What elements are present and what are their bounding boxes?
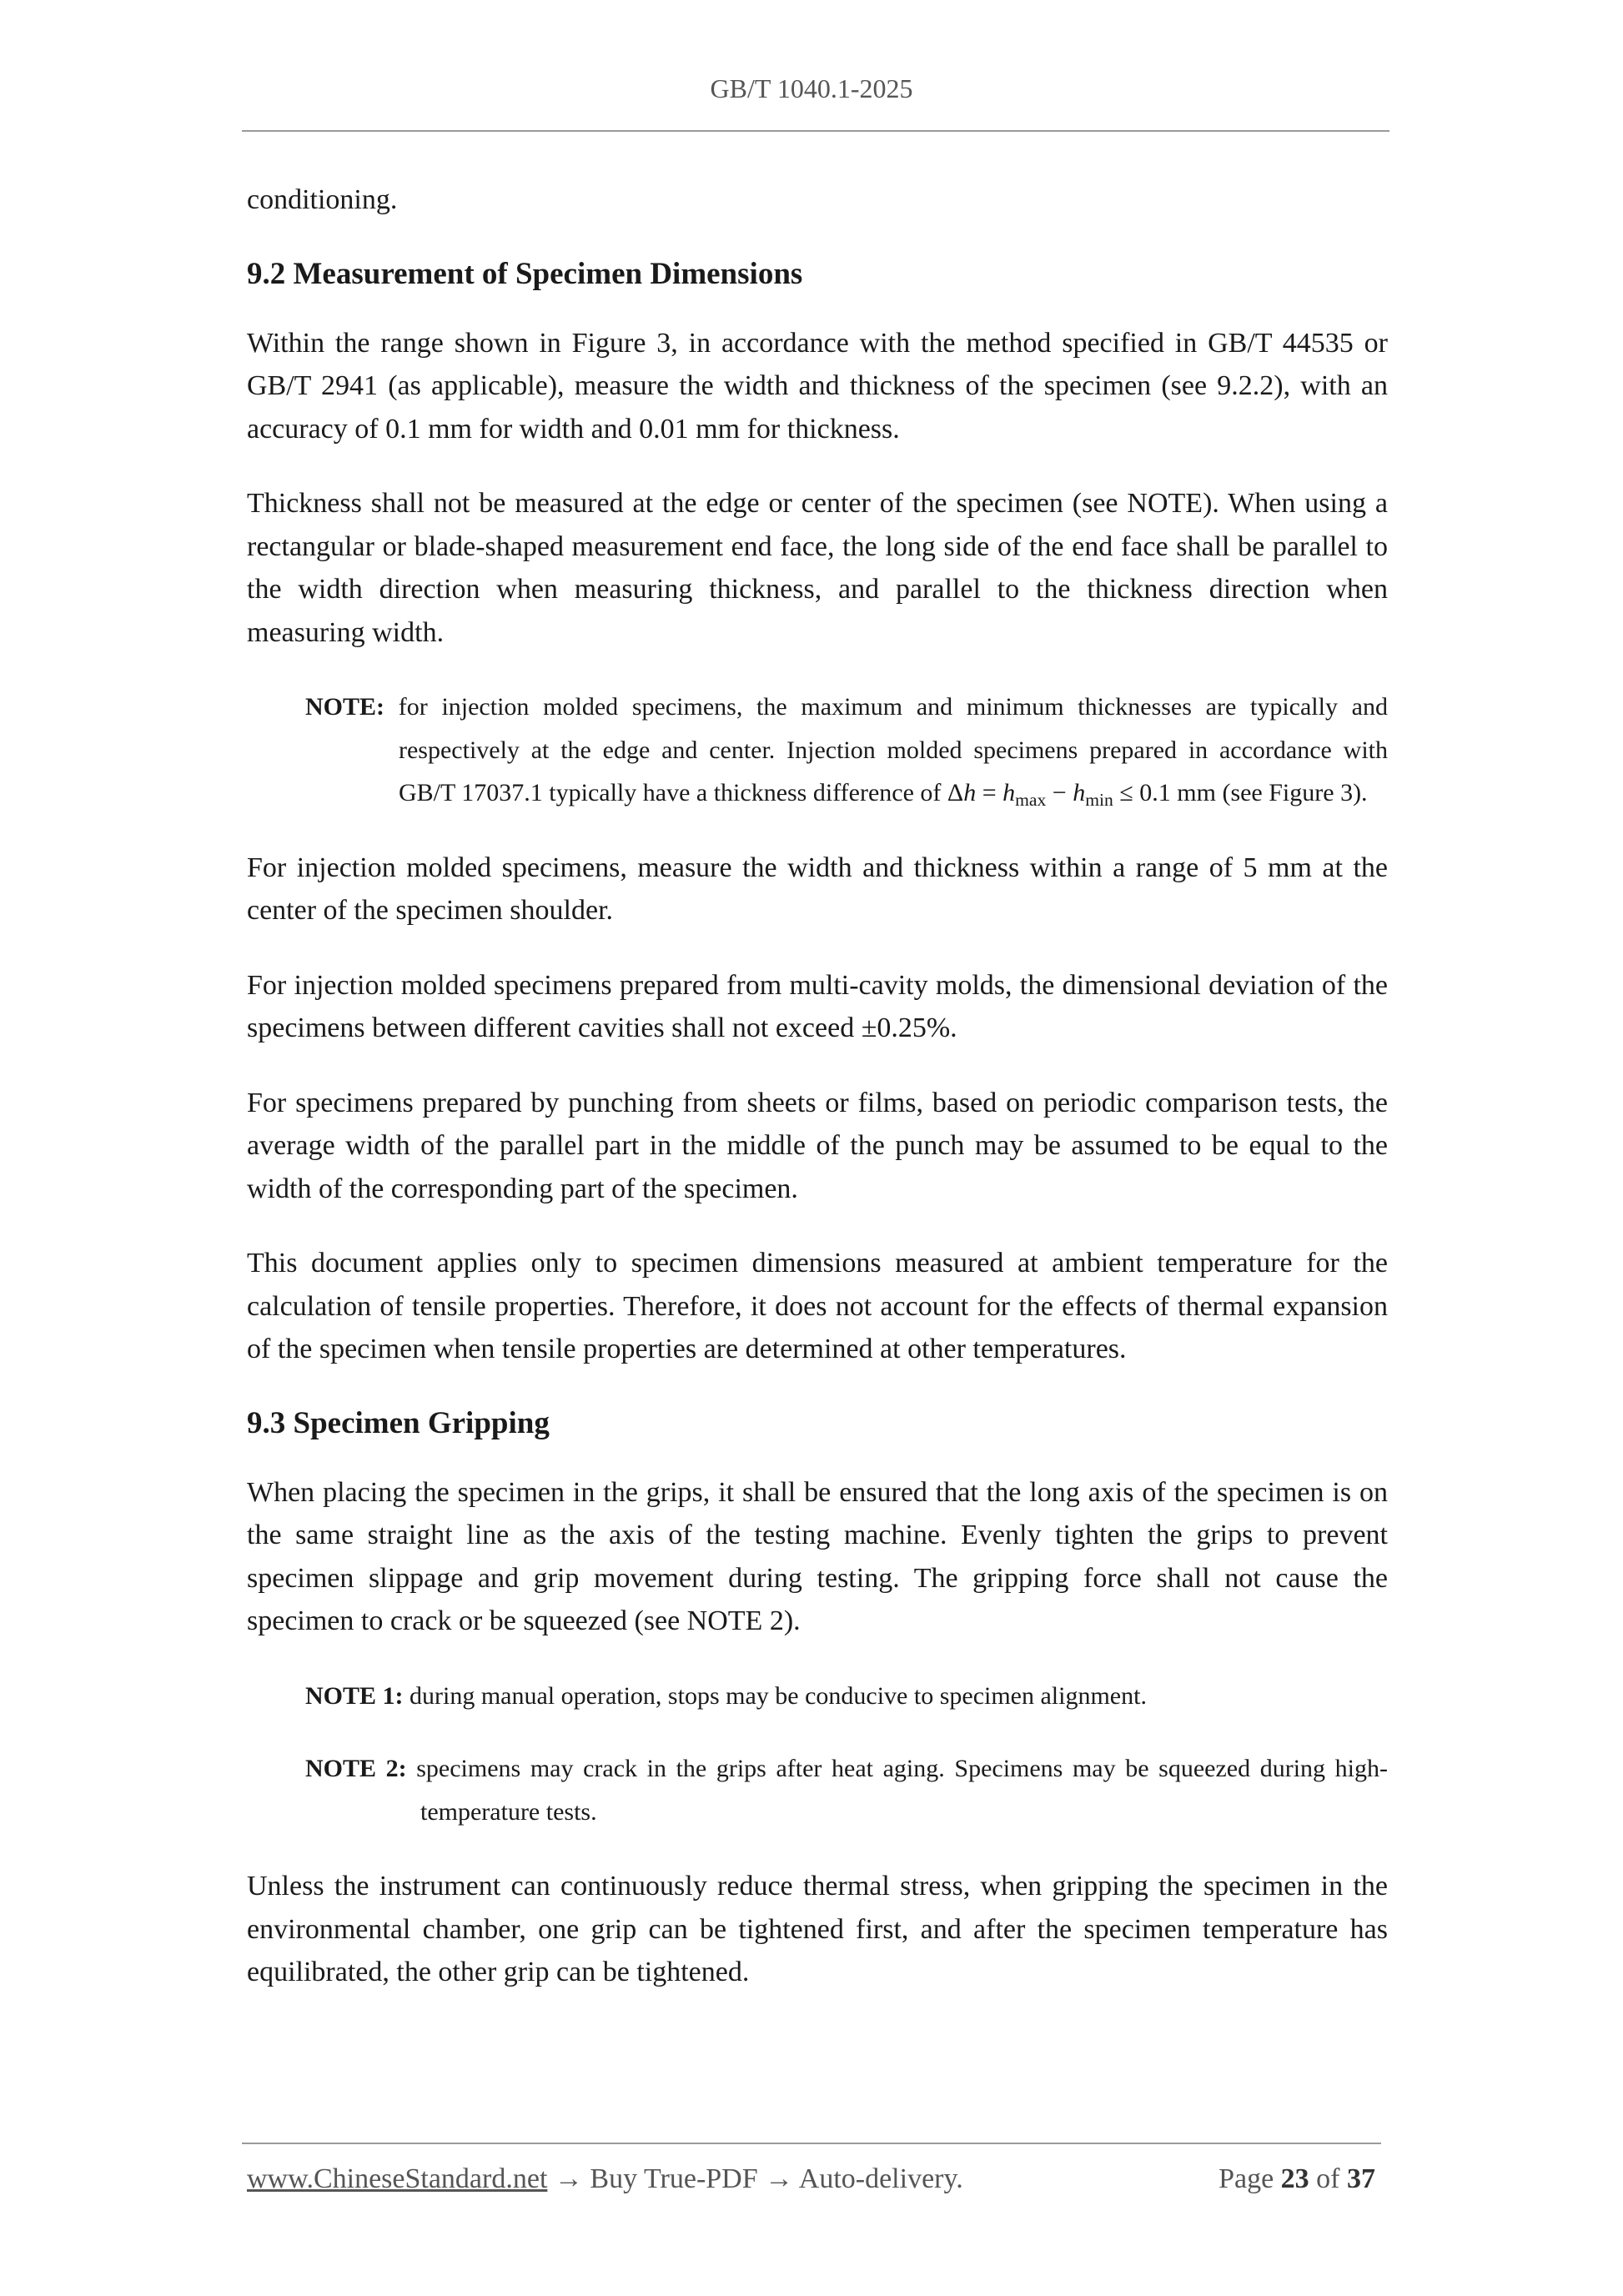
- delta-symbol: Δ: [947, 779, 964, 806]
- paragraph: When placing the specimen in the grips, it shall be ensured that the long axis of the specimen is on the same straight line as the axis of the testing machine. Evenly tighten the grips to prevent specimen slippage and grip movement during testing. The gripping force shall not cause the specimen to crack or be squeezed (see NOTE 2).: [247, 1476, 1388, 1636]
- page-content: [247, 178, 1388, 2026]
- current-page: 23: [1280, 2163, 1309, 2194]
- arrow-icon: →: [757, 2163, 799, 2194]
- note-1-label: NOTE 1:: [305, 1681, 404, 1710]
- paragraph: Thickness shall not be measured at the edge or center of the specimen (see NOTE). When using a rectangular or blade-shaped measurement end face, the long side of the end face shall be parallel to the width direction when measuring thickness, and parallel to the thickness direction when measuring width.: [247, 488, 1388, 648]
- note: [305, 686, 1388, 815]
- total-pages: 37: [1347, 2163, 1375, 2194]
- page-number: [1219, 2163, 1375, 2195]
- note-text-end: ≤ 0.1 mm (see Figure 3).: [1113, 779, 1368, 806]
- var-h: h: [963, 779, 977, 806]
- subscript-min: min: [1085, 790, 1113, 811]
- var-h-min: h: [1073, 779, 1086, 806]
- paragraph: For injection molded specimens prepared from multi-cavity molds, the dimensional deviation of the specimens between different cavities shall not exceed ±0.25%.: [247, 969, 1388, 1043]
- section-heading-9-3: 9.3 Specimen Gripping: [247, 1405, 550, 1440]
- paragraph: This document applies only to specimen dimensions measured at ambient temperature for the calculation of tensile properties. Therefore, it does not account for the effects of thermal expansion of the specimen when tensile properties are determined at other temperatures.: [247, 1248, 1388, 1364]
- note-2-label: NOTE 2:: [305, 1755, 407, 1782]
- delivery-text: Auto-delivery.: [798, 2163, 963, 2194]
- page-label: Page: [1219, 2163, 1281, 2194]
- note-label: NOTE:: [305, 693, 385, 721]
- paragraph: conditioning.: [247, 184, 398, 215]
- subscript-max: max: [1015, 790, 1047, 811]
- note-2-text: specimens may crack in the grips after heat aging. Specimens may be squeezed during high-temperature tests.: [406, 1755, 1388, 1826]
- footer-promo: [247, 2163, 963, 2195]
- footer-divider: [242, 2143, 1381, 2144]
- paragraph: Within the range shown in Figure 3, in accordance with the method specified in GB/T 44535 or GB/T 2941 (as applicable), measure the width and thickness of the specimen (see 9.2.2), with an accuracy of 0.1 mm for width and 0.01 mm for thickness.: [247, 327, 1388, 445]
- note-2: [305, 1747, 1388, 1833]
- paragraph: For specimens prepared by punching from sheets or films, based on periodic comparison tests, the average width of the parallel part in the middle of the punch may be assumed to be equal to the width of the corresponding part of the specimen.: [247, 1087, 1388, 1204]
- header-divider: [242, 130, 1389, 132]
- note-1: [305, 1675, 1388, 1718]
- equals-sign: =: [976, 779, 1003, 806]
- var-h-max: h: [1002, 779, 1016, 806]
- note-1-text: during manual operation, stops may be conducive to specimen alignment.: [403, 1681, 1147, 1710]
- site-link[interactable]: www.ChineseStandard.net: [247, 2163, 548, 2194]
- buy-text: Buy True-PDF: [590, 2163, 758, 2194]
- paragraph: For injection molded specimens, measure the width and thickness within a range of 5 mm at the center of the specimen shoulder.: [247, 852, 1388, 926]
- note-text: for injection molded specimens, the maximum and minimum thicknesses are typically and respectively at the edge and center. Injection molded specimens prepared in accordance with GB/T 17037.1 typically have a thickness difference of: [384, 693, 1388, 806]
- minus-sign: −: [1046, 779, 1073, 806]
- section-heading-9-2: 9.2 Measurement of Specimen Dimensions: [247, 256, 803, 291]
- of-label: of: [1309, 2163, 1347, 2194]
- arrow-icon: →: [547, 2163, 590, 2194]
- document-header-title: GB/T 1040.1-2025: [710, 73, 913, 103]
- paragraph: Unless the instrument can continuously reduce thermal stress, when gripping the specimen in the environmental chamber, one grip can be tightened first, and after the specimen temperature has equilibrated, the other grip can be tightened.: [247, 1871, 1388, 1987]
